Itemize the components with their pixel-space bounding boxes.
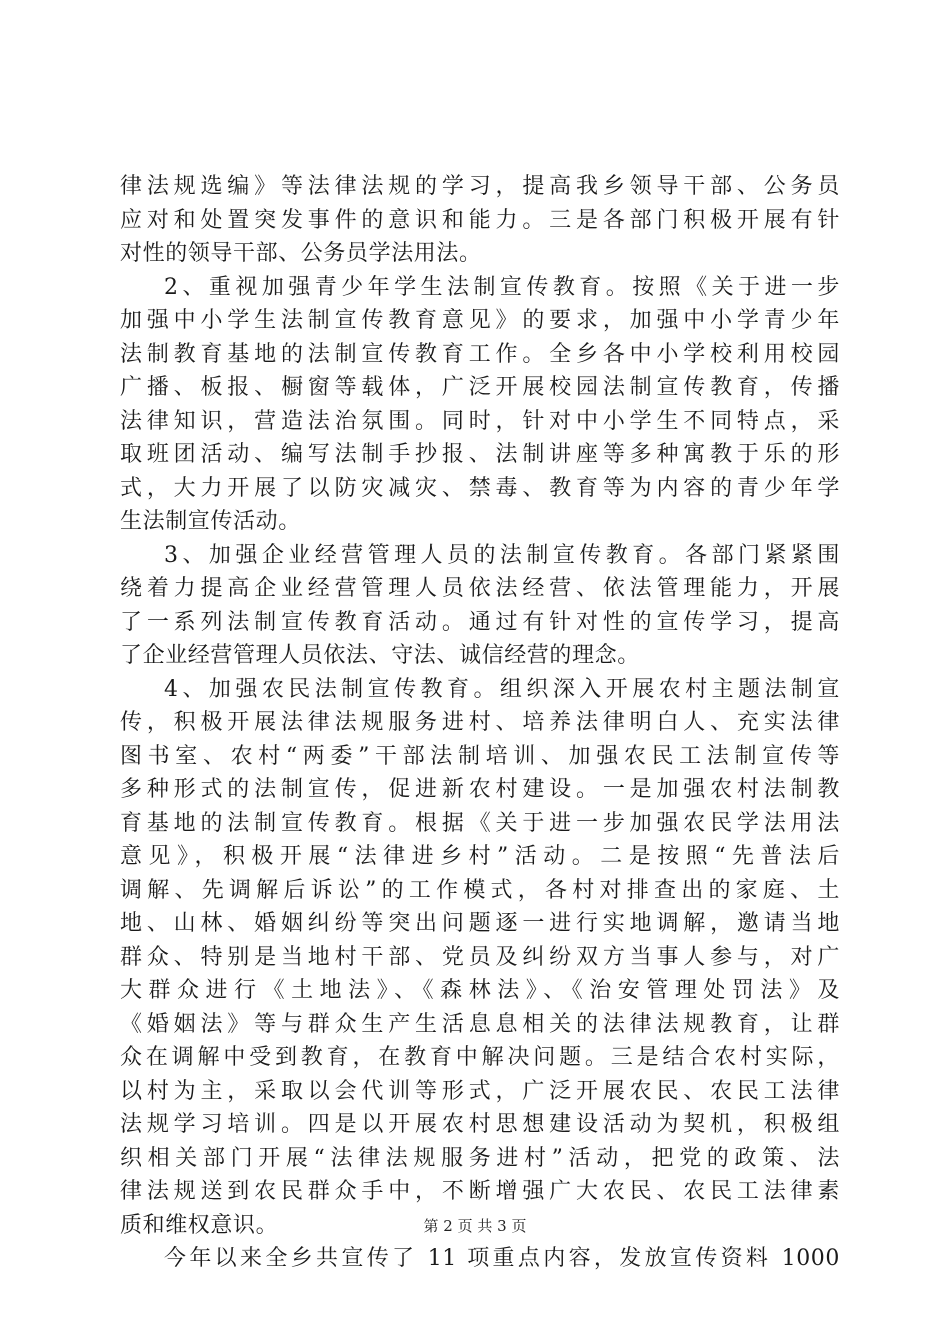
text-line: 以村为主，采取以会代训等形式，广泛开展农民、农民工法律 (120, 1078, 840, 1104)
document-body (120, 170, 840, 1276)
text-line: 加强中小学生法制宣传教育意见》的要求，加强中小学青少年 (120, 308, 840, 333)
text-line: 众在调解中受到教育，在教育中解决问题。三是结合农村实际， (120, 1045, 840, 1070)
text-line: 法制教育基地的法制宣传教育工作。全乡各中小学校利用校园 (120, 341, 840, 367)
text-line: 对性的领导干部、公务员学法用法。 (120, 241, 482, 266)
text-line: 取班团活动、编写法制手抄报、法制讲座等多种寓教于乐的形 (120, 442, 840, 467)
text-line: 生法制宣传活动。 (120, 509, 301, 534)
text-line: 大群众进行《土地法》、《森林法》、《治安管理处罚法》及 (120, 978, 840, 1003)
text-line: 意见》，积极开展“法律进乡村”活动。二是按照“先普法后 (120, 844, 840, 869)
text-line: 应对和处置突发事件的意识和能力。三是各部门积极开展有针 (120, 207, 840, 233)
text-line: 律法规送到农民群众手中，不断增强广大农民、农民工法律素 (120, 1179, 840, 1204)
text-line: 法律知识，营造法治氛围。同时，针对中小学生不同特点，采 (120, 408, 840, 434)
text-line: 律法规选编》等法律法规的学习，提高我乡领导干部、公务员 (120, 174, 840, 199)
text-line: 法规学习培训。四是以开展农村思想建设活动为契机，积极组 (120, 1112, 840, 1137)
text-line: 2、重视加强青少年学生法制宣传教育。按照《关于进一步 (164, 274, 840, 300)
text-line: 地、山林、婚姻纠纷等突出问题逐一进行实地调解，邀请当地 (120, 911, 840, 936)
text-line: 传，积极开展法律法规服务进村、培养法律明白人、充实法律 (120, 710, 840, 735)
text-line: 《婚姻法》等与群众生产生活息息相关的法律法规教育，让群 (120, 1011, 840, 1037)
text-line: 了企业经营管理人员依法、守法、诚信经营的理念。 (120, 643, 640, 668)
text-line: 式，大力开展了以防灾减灾、禁毒、教育等为内容的青少年学 (120, 475, 840, 501)
text-line: 群众、特别是当地村干部、党员及纠纷双方当事人参与，对广 (120, 944, 840, 970)
text-line: 多种形式的法制宣传，促进新农村建设。一是加强农村法制教 (120, 777, 840, 802)
text-line: 育基地的法制宣传教育。根据《关于进一步加强农民学法用法 (120, 810, 840, 836)
text-line: 了一系列法制宣传教育活动。通过有针对性的宣传学习，提高 (120, 609, 840, 635)
text-line: 3、加强企业经营管理人员的法制宣传教育。各部门紧紧围 (164, 542, 840, 568)
text-line: 质和维权意识。 (120, 1212, 279, 1238)
text-line: 今年以来全乡共宣传了 11 项重点内容，发放宣传资料 1000 (164, 1246, 840, 1271)
text-line: 广播、板报、橱窗等载体，广泛开展校园法制宣传教育，传播 (120, 375, 840, 400)
text-line: 织相关部门开展“法律法规服务进村”活动，把党的政策、法 (120, 1145, 840, 1171)
text-line: 4、加强农民法制宣传教育。组织深入开展农村主题法制宣 (164, 676, 840, 702)
text-line: 调解、先调解后诉讼”的工作模式，各村对排查出的家庭、土 (120, 877, 840, 903)
text-line: 图书室、农村“两委”干部法制培训、加强农民工法制宣传等 (120, 743, 840, 769)
text-line: 绕着力提高企业经营管理人员依法经营、依法管理能力，开展 (120, 576, 840, 601)
page-footer: 第 2 页 共 3 页 (423, 1217, 527, 1235)
